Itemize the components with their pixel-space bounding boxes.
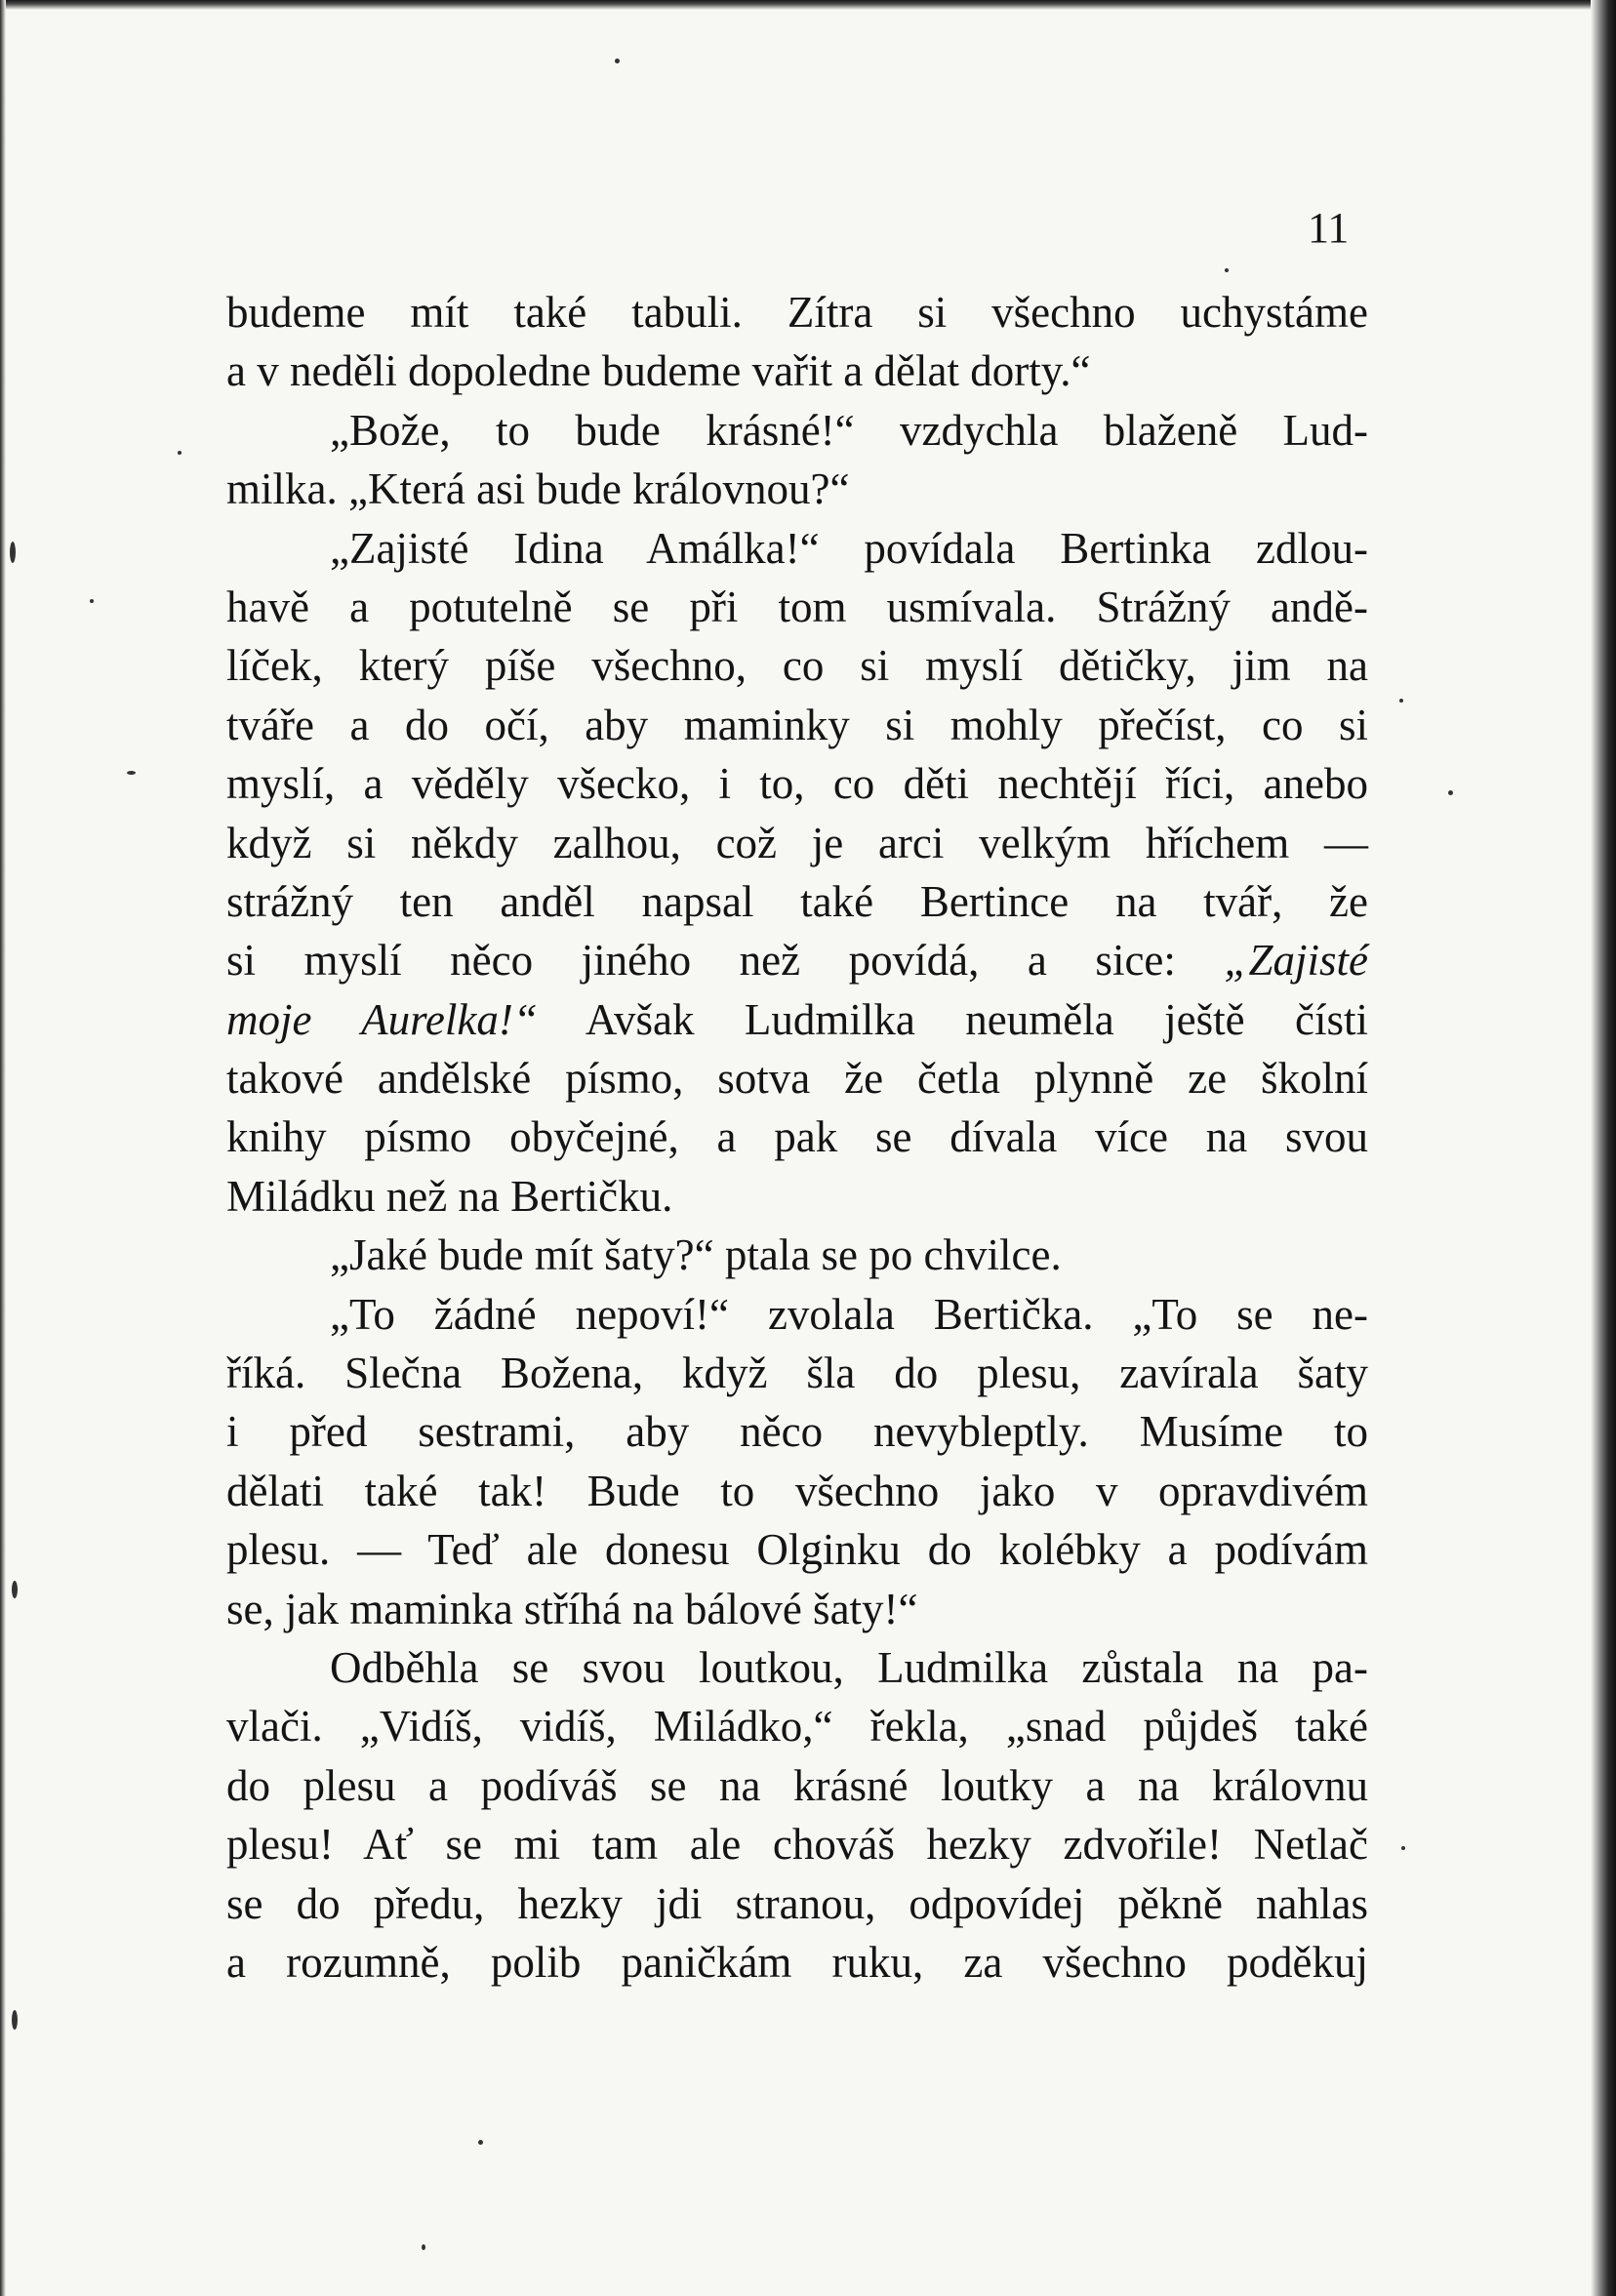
scan-speck — [178, 451, 182, 455]
text-line — [226, 1049, 1368, 1108]
line-text: se do předu, hezky jdi stranou, odpovídej pěkně nahlas — [226, 1878, 1368, 1928]
line-text: si myslí něco jiného než povídá, a sice: — [226, 936, 1176, 986]
text-line — [226, 1933, 1368, 1992]
line-text: „Jaké bude mít šaty?“ ptala se po chvilce. — [330, 1230, 1062, 1280]
text-line — [226, 1285, 1368, 1344]
scan-speck — [1399, 699, 1403, 703]
line-text: Avšak Ludmilka neuměla ještě čísti — [537, 994, 1368, 1044]
line-text: takové andělské písmo, sotva že četla plynně ze školní — [226, 1054, 1368, 1104]
line-text: Miládku než na Bertičku. — [226, 1171, 673, 1221]
line-text: tváře a do očí, aby maminky si mohly přečíst, co si — [226, 700, 1368, 749]
text-line — [226, 460, 1368, 518]
line-text: havě a potutelně se při tom usmívala. Strážný andě- — [226, 582, 1368, 631]
text-line — [226, 754, 1368, 813]
line-text: vlači. „Vidíš, vidíš, Miládko,“ řekla, „snad půjdeš také — [226, 1702, 1368, 1752]
text-line — [226, 1815, 1368, 1873]
text-line — [226, 931, 1368, 989]
text-line — [226, 283, 1368, 342]
scan-speck — [615, 59, 620, 63]
line-text: dělati také tak! Bude to všechno jako v opravdivém — [226, 1466, 1368, 1515]
line-text: líček, který píše všechno, co si myslí dětičky, jim na — [226, 641, 1368, 691]
page-number: 11 — [1308, 204, 1350, 252]
scan-speck — [1401, 1846, 1405, 1850]
line-text: když si někdy zalhou, což je arci velkým hříchem — — [226, 818, 1368, 867]
scan-speck — [12, 1581, 18, 1598]
text-line — [226, 696, 1368, 754]
line-text: a v neděli dopoledne budeme vařit a dělat dorty.“ — [226, 346, 1091, 396]
text-line — [226, 578, 1368, 636]
text-line — [226, 342, 1368, 400]
line-text: plesu. — Teď ale donesu Olginku do kolébky a podívám — [226, 1525, 1368, 1575]
scan-speck — [478, 2140, 483, 2145]
text-line — [226, 1402, 1368, 1461]
line-text: říká. Slečna Božena, když šla do plesu, zavírala šaty — [226, 1349, 1368, 1398]
scan-speck — [1225, 268, 1229, 272]
text-line — [226, 1462, 1368, 1520]
text-line — [226, 1344, 1368, 1402]
line-text: strážný ten anděl napsal také Bertince na tvář, že — [226, 876, 1368, 926]
text-line — [226, 990, 1368, 1049]
body-text — [226, 283, 1368, 1992]
line-text: i před sestrami, aby něco nevybleptly. Musíme to — [226, 1407, 1368, 1457]
scan-speck — [422, 2244, 425, 2250]
text-line — [226, 1580, 1368, 1638]
scan-speck — [10, 542, 16, 563]
italic-text: moje Aurelka!“ — [226, 994, 538, 1044]
text-line — [226, 519, 1368, 578]
scan-speck — [127, 771, 136, 775]
italic-text: „Zajisté — [1175, 936, 1368, 986]
line-text: budeme mít také tabuli. Zítra si všechno uchystáme — [226, 288, 1368, 337]
scan-speck — [90, 599, 94, 603]
text-line — [226, 1697, 1368, 1755]
line-text: se, jak maminka stříhá na bálové šaty!“ — [226, 1584, 918, 1633]
text-line — [226, 872, 1368, 931]
text-line — [226, 1226, 1368, 1284]
text-line — [226, 1756, 1368, 1815]
line-text: „Zajisté Idina Amálka!“ povídala Bertinka zdlou- — [330, 523, 1368, 573]
text-line — [226, 1874, 1368, 1933]
text-line — [226, 1167, 1368, 1226]
line-text: do plesu a podíváš se na krásné loutky a na královnu — [226, 1760, 1368, 1810]
scan-speck — [12, 2010, 18, 2030]
line-text: a rozumně, polib paničkám ruku, za všechno poděkuj — [226, 1937, 1368, 1987]
scan-edge-top — [0, 0, 1616, 10]
text-line — [226, 1108, 1368, 1166]
text-line — [226, 636, 1368, 695]
line-text: milka. „Která asi bude královnou?“ — [226, 464, 850, 514]
text-line — [226, 401, 1368, 460]
scan-edge-left — [0, 0, 6, 2296]
line-text: „To žádné nepoví!“ zvolala Bertička. „To se ne- — [330, 1289, 1368, 1339]
line-text: knihy písmo obyčejné, a pak se dívala více na svou — [226, 1112, 1368, 1162]
text-line — [226, 1520, 1368, 1579]
line-text: Odběhla se svou loutkou, Ludmilka zůstala na pa- — [330, 1642, 1368, 1692]
line-text: myslí, a věděly všecko, i to, co děti nechtějí říci, anebo — [226, 759, 1368, 809]
text-line — [226, 1638, 1368, 1697]
line-text: plesu! Ať se mi tam ale chováš hezky zdvořile! Netlač — [226, 1820, 1368, 1870]
scan-edge-right — [1591, 0, 1616, 2296]
scan-speck — [1448, 790, 1453, 795]
line-text: „Bože, to bude krásné!“ vzdychla blaženě Lud- — [330, 405, 1368, 455]
text-line — [226, 814, 1368, 872]
